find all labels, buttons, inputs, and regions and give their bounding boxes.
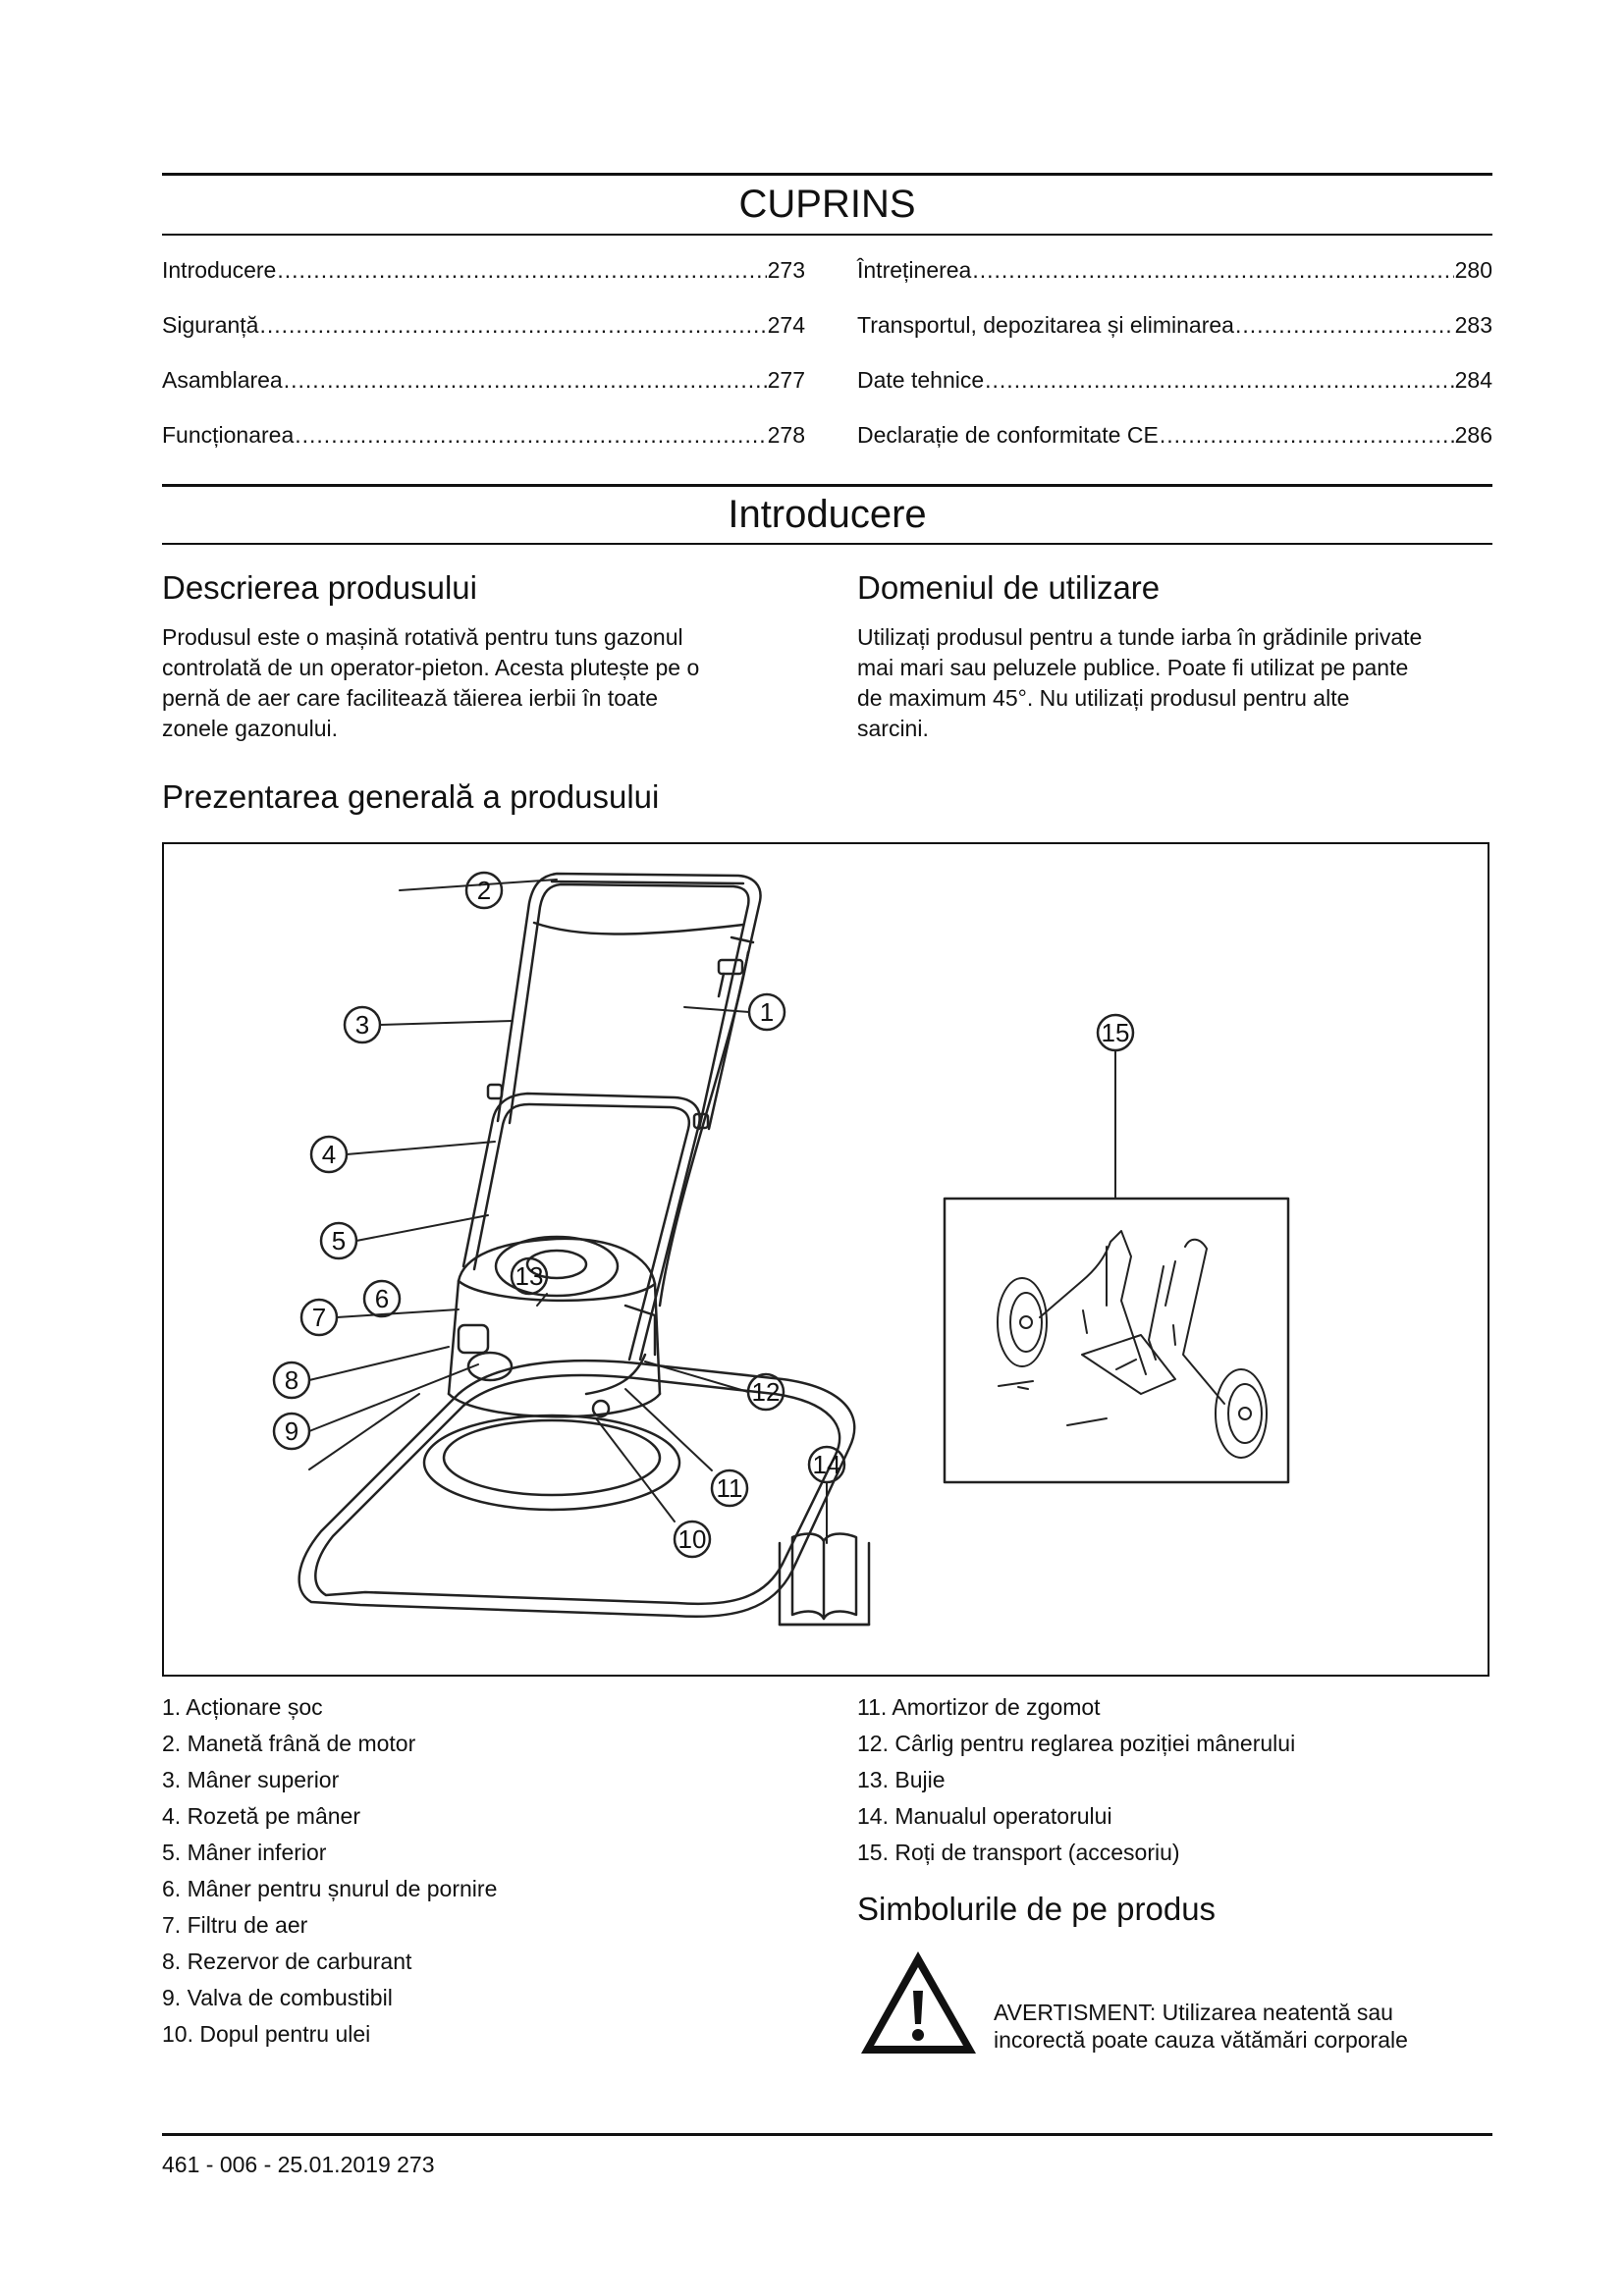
callout-4: 4 <box>321 1140 337 1169</box>
toc-entry[interactable] <box>857 255 1492 285</box>
description-heading: Descrierea produsului <box>162 569 477 606</box>
usage-line: mai mari sau peluzele publice. Poate fi utilizat pe pante <box>857 655 1409 680</box>
usage-line: de maximum 45°. Nu utilizați produsul pentru alte <box>857 685 1350 711</box>
callout-15: 15 <box>1101 1018 1130 1047</box>
toc-entry-label: Date tehnice <box>857 367 985 393</box>
description-text <box>162 622 810 744</box>
callout-7: 7 <box>311 1303 327 1332</box>
toc-entry-page: 277 <box>767 367 805 393</box>
intro-bottom-rule <box>162 543 1492 545</box>
callout-11: 11 <box>716 1473 743 1503</box>
toc-entry[interactable] <box>162 365 805 395</box>
warning-line: AVERTISMENT: Utilizarea neatentă sau <box>994 2000 1393 2025</box>
upper-handle <box>498 874 761 1129</box>
toc-title: CUPRINS <box>738 183 916 226</box>
toc-entry[interactable] <box>857 310 1492 340</box>
toc-entry-label: Funcționarea <box>162 422 295 448</box>
callout-13: 13 <box>514 1261 544 1291</box>
legend-item: 5. Mâner inferior <box>162 1840 327 1865</box>
usage-line: Utilizați produsul pentru a tunde iarba în grădinile private <box>857 624 1423 650</box>
legend-item: 13. Bujie <box>857 1767 946 1792</box>
callout-14: 14 <box>812 1450 841 1479</box>
toc-leader <box>985 365 1453 395</box>
footer-rule <box>162 2133 1492 2136</box>
toc-entry-label: Transportul, depozitarea și eliminarea <box>857 312 1234 338</box>
toc-entry-label: Întreținerea <box>857 257 972 283</box>
book-icon <box>780 1534 869 1625</box>
callout-12: 12 <box>751 1377 781 1407</box>
description-line: Produsul este o mașină rotativă pentru tuns gazonul <box>162 624 683 650</box>
toc-entry-label: Siguranță <box>162 312 259 338</box>
toc-leader <box>1235 310 1454 340</box>
toc-bottom-rule <box>162 234 1492 236</box>
callout-9: 9 <box>284 1416 299 1446</box>
product-overview-figure <box>162 842 1489 1677</box>
intro-title: Introducere <box>728 493 927 536</box>
usage-text <box>857 622 1505 744</box>
warning-triangle-icon <box>857 1948 980 2057</box>
transport-wheels-inset <box>945 1199 1288 1482</box>
toc-leader <box>295 420 766 450</box>
engine <box>424 1237 679 1510</box>
toc-entry-page: 273 <box>767 257 805 283</box>
callout-3: 3 <box>354 1010 370 1040</box>
intro-top-rule <box>162 484 1492 487</box>
toc-entry-page: 283 <box>1454 312 1492 338</box>
toc-entry-page: 286 <box>1454 422 1492 448</box>
toc-entry[interactable] <box>857 365 1492 395</box>
legend-item: 6. Mâner pentru șnurul de pornire <box>162 1876 498 1901</box>
warning-line: incorectă poate cauza vătămări corporale <box>994 2027 1408 2053</box>
toc-leader <box>1160 420 1454 450</box>
legend-item: 15. Roți de transport (accesoriu) <box>857 1840 1180 1865</box>
legend-item: 1. Acționare șoc <box>162 1694 323 1720</box>
callout-6: 6 <box>374 1284 390 1313</box>
description-line: pernă de aer care facilitează tăierea ierbii în toate <box>162 685 659 711</box>
legend-item: 4. Rozetă pe mâner <box>162 1803 361 1829</box>
legend-right <box>857 1689 1295 1871</box>
symbols-heading: Simbolurile de pe produs <box>857 1891 1217 1927</box>
callout-8: 8 <box>284 1365 299 1395</box>
callouts <box>274 873 1133 1557</box>
toc-entry-page: 278 <box>767 422 805 448</box>
callout-numbers <box>285 876 1130 1554</box>
legend-left <box>162 1689 497 2053</box>
toc-leader <box>277 255 766 285</box>
callout-1: 1 <box>759 997 775 1027</box>
description-line: controlată de un operator-pieton. Acesta plutește pe o <box>162 655 700 680</box>
toc-leader <box>972 255 1453 285</box>
warning-text <box>994 1999 1408 2054</box>
toc-entry-page: 280 <box>1454 257 1492 283</box>
usage-heading: Domeniul de utilizare <box>857 569 1161 606</box>
toc-leader <box>284 365 767 395</box>
overview-heading: Prezentarea generală a produsului <box>162 778 660 815</box>
lower-handle <box>463 1094 700 1360</box>
footer-text: 461 - 006 - 25.01.2019 273 <box>162 2152 435 2177</box>
toc-entry-label: Declarație de conformitate CE <box>857 422 1159 448</box>
callout-5: 5 <box>331 1226 347 1255</box>
legend-item: 10. Dopul pentru ulei <box>162 2021 371 2047</box>
legend-item: 14. Manualul operatorului <box>857 1803 1112 1829</box>
callout-10: 10 <box>677 1524 707 1554</box>
leader-lines <box>309 880 1115 1543</box>
legend-item: 8. Rezervor de carburant <box>162 1949 412 1974</box>
toc-entry-label: Introducere <box>162 257 277 283</box>
toc-entry-label: Asamblarea <box>162 367 283 393</box>
toc-entry[interactable] <box>162 310 805 340</box>
usage-line: sarcini. <box>857 716 929 741</box>
legend-item: 3. Mâner superior <box>162 1767 340 1792</box>
legend-item: 11. Amortizor de zgomot <box>857 1694 1101 1720</box>
toc-entry-page: 284 <box>1454 367 1492 393</box>
toc-top-rule <box>162 173 1492 176</box>
mower-illustration <box>164 844 1488 1675</box>
callout-2: 2 <box>476 876 492 905</box>
legend-item: 12. Cârlig pentru reglarea poziției mânerului <box>857 1731 1296 1756</box>
toc-entry[interactable] <box>162 420 805 450</box>
legend-item: 9. Valva de combustibil <box>162 1985 393 2010</box>
legend-item: 2. Manetă frână de motor <box>162 1731 416 1756</box>
toc-entry[interactable] <box>162 255 805 285</box>
legend-item: 7. Filtru de aer <box>162 1912 308 1938</box>
description-line: zonele gazonului. <box>162 716 339 741</box>
toc-entry[interactable] <box>857 420 1492 450</box>
toc-entry-page: 274 <box>767 312 805 338</box>
toc-leader <box>259 310 766 340</box>
